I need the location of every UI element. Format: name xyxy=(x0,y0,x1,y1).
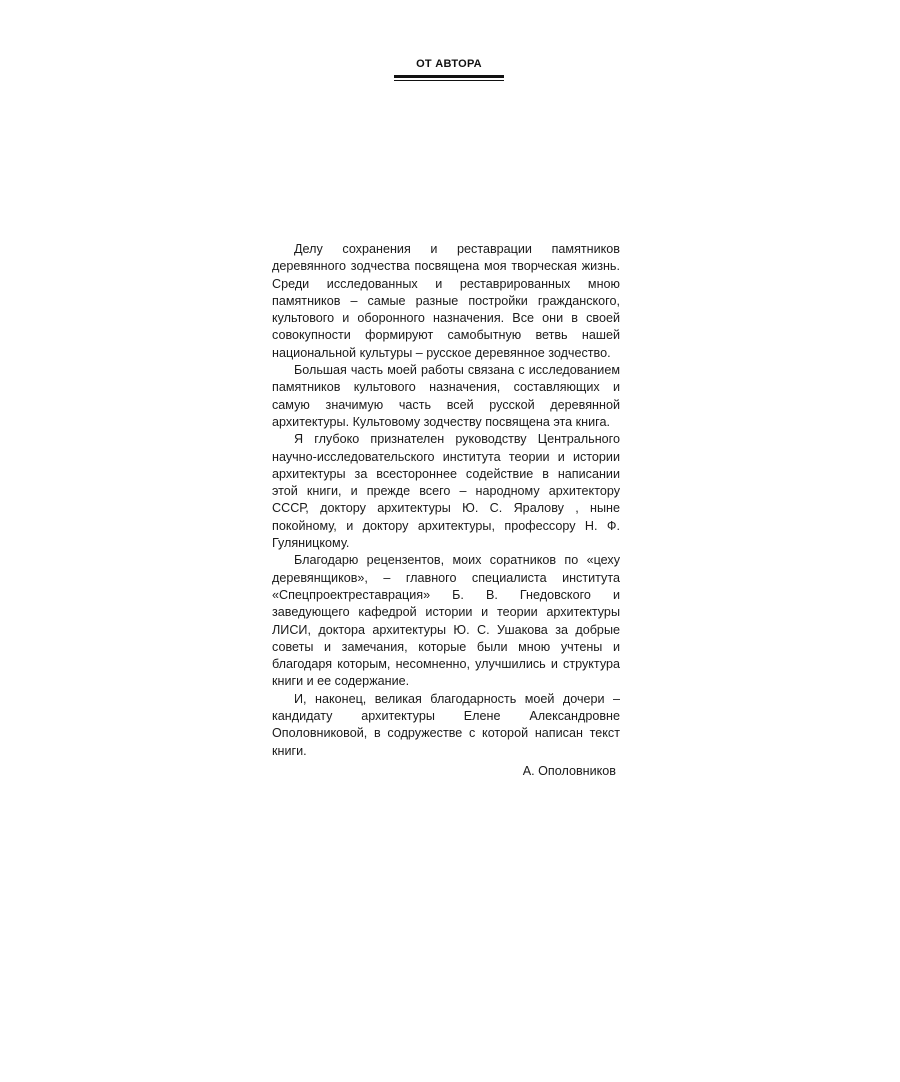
header-rule-thick xyxy=(394,75,504,78)
author-signature: А. Ополовников xyxy=(522,763,616,778)
paragraph-5: И, наконец, великая благодарность моей дочери – кандидату архитектуры Елене Александровне Ополовниковой, в содружестве с которой написан текст книги. xyxy=(272,691,620,758)
foreword-text xyxy=(272,241,620,780)
page-header xyxy=(394,57,504,81)
paragraph-1: Делу сохранения и реставрации памятников деревянного зодчества посвящена моя творческая жизнь. Среди исследованных и реставрированных мною памятников – самые разные постройки гражданского, культового и оборонного назначения. Все они в своей совокупности формируют самобытную ветвь нашей национальной культуры – русское деревянное зодчество. xyxy=(272,242,620,360)
page-title: ОТ АВТОРА xyxy=(416,58,482,70)
paragraph-4: Благодарю рецензентов, моих соратников по «цеху деревянщиков», – главного специалиста института «Спецпроектреставрация» Б. В. Гнедовского и заведующего кафедрой истории и теории архитектуры ЛИСИ, доктора архитектуры Ю. С. Ушакова за добрые советы и замечания, которые были мною учтены и благодаря которым, несомненно, улучшились и структура книги и ее содержание. xyxy=(272,553,620,689)
paragraph-2: Большая часть моей работы связана с исследованием памятников культового назначения, составляющих и самую значимую часть всей русской деревянной архитектуры. Культовому зодчеству посвящена эта книга. xyxy=(272,363,620,429)
header-rule-thin xyxy=(394,80,504,81)
paragraph-3: Я глубоко признателен руководству Центрального научно-исследовательского института теории и истории архитектуры за всестороннее содействие в написании этой книги, и прежде всего – народному архитектору СССР, доктору архитектуры Ю. С. Яралову , ныне покойному, и доктору архитектуры, профессору Н. Ф. Гуляницкому. xyxy=(272,432,620,551)
